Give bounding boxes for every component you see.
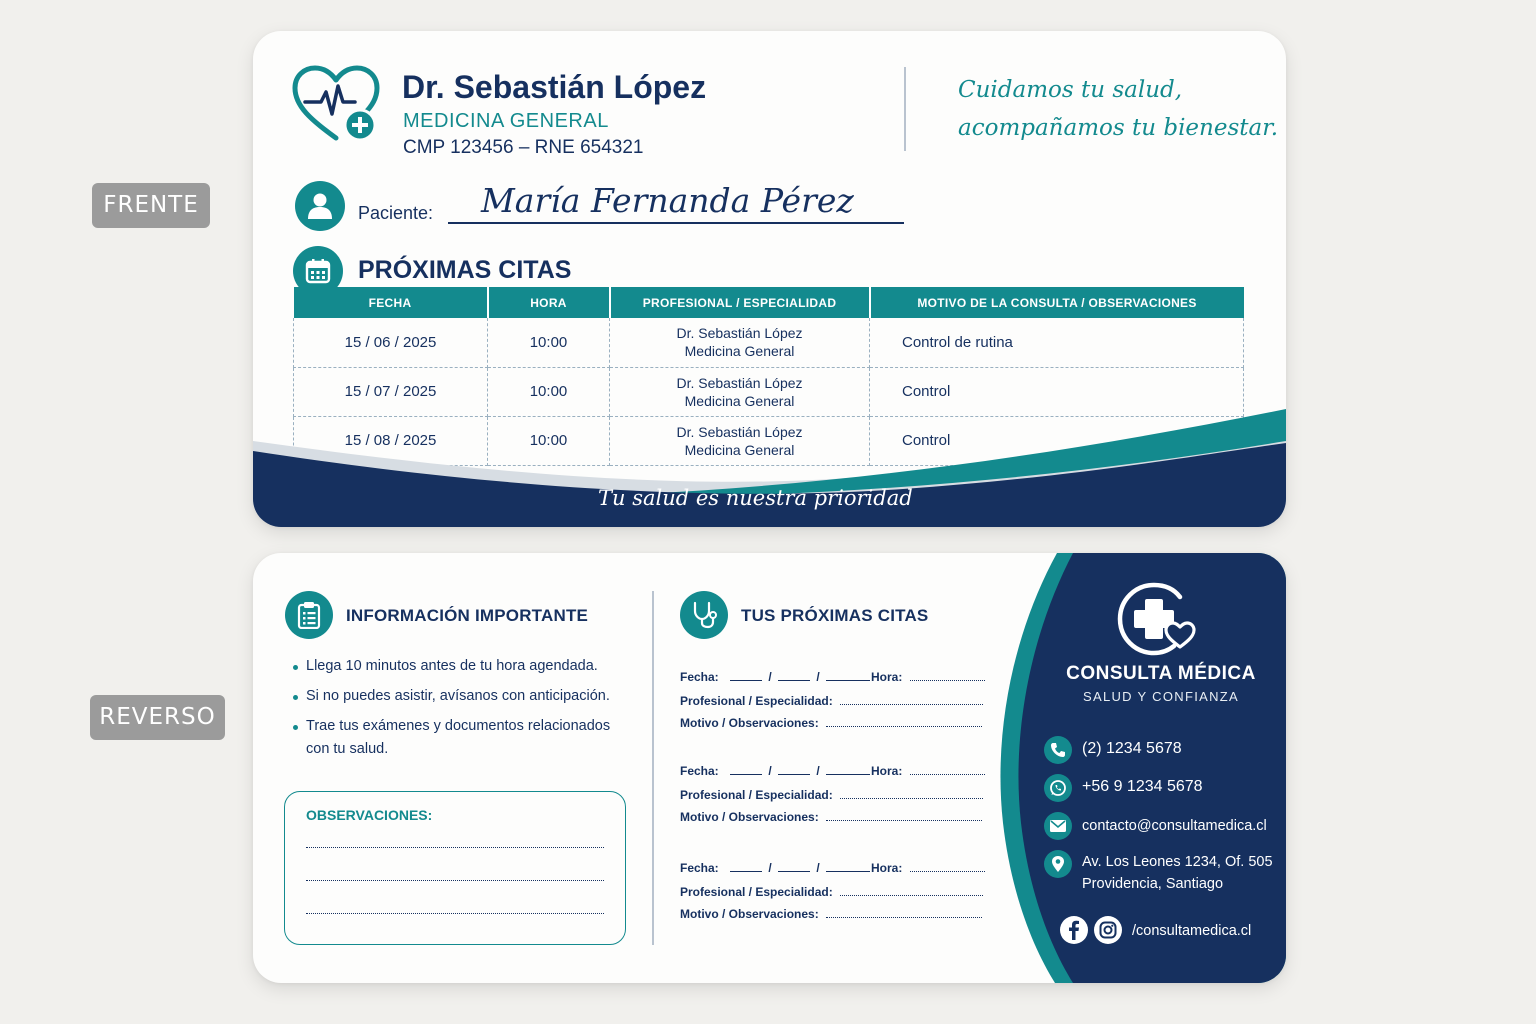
cell-hora: 10:00	[488, 367, 610, 416]
doctor-name: Dr. Sebastián López	[402, 69, 707, 105]
cell-motivo: Control	[870, 416, 1244, 465]
doctor-specialty: MEDICINA GENERAL	[403, 110, 609, 132]
form-date-row	[680, 670, 870, 684]
professional-label: Profesional / Especialidad:	[680, 694, 833, 708]
cell-fecha: 15 / 08 / 2025	[294, 416, 488, 465]
facebook-icon[interactable]	[1060, 916, 1088, 944]
cell-specialty: Medicina General	[684, 441, 795, 458]
form-time-row	[871, 670, 985, 684]
date-slash: /	[816, 670, 820, 684]
cell-doctor: Dr. Sebastián López	[676, 325, 803, 342]
patient-name: María Fernanda Pérez	[481, 181, 854, 220]
phone-icon	[1044, 736, 1072, 764]
cell-hora: 10:00	[488, 318, 610, 367]
doctor-registry: CMP 123456 – RNE 654321	[403, 137, 644, 158]
form-professional-row	[680, 885, 983, 899]
fecha-label: Fecha:	[680, 764, 719, 778]
cell-motivo: Control	[870, 367, 1244, 416]
observation-line	[306, 913, 604, 914]
back-divider	[652, 591, 654, 945]
address-line-1: Av. Los Leones 1234, Of. 505	[1082, 854, 1273, 870]
info-title: INFORMACIÓN IMPORTANTE	[346, 606, 589, 625]
cell-fecha: 15 / 06 / 2025	[294, 318, 488, 367]
professional-label: Profesional / Especialidad:	[680, 885, 833, 899]
form-professional-row	[680, 694, 983, 708]
address	[1082, 851, 1273, 895]
reason-label: Motivo / Observaciones:	[680, 716, 819, 730]
date-slash: /	[816, 764, 820, 778]
observations-title: OBSERVACIONES:	[306, 807, 433, 823]
hora-label: Hora:	[871, 861, 903, 875]
social-handle[interactable]: /consultamedica.cl	[1132, 923, 1252, 939]
address-line-2: Providencia, Santiago	[1082, 876, 1224, 892]
year-blank[interactable]	[826, 862, 870, 872]
header-hora: HORA	[488, 287, 610, 318]
month-blank[interactable]	[778, 765, 810, 775]
hora-label: Hora:	[871, 670, 903, 684]
tagline	[958, 71, 1278, 147]
professional-blank[interactable]	[840, 789, 983, 799]
date-slash: /	[768, 861, 772, 875]
reason-blank[interactable]	[826, 811, 982, 821]
cell-hora: 10:00	[488, 416, 610, 465]
reason-label: Motivo / Observaciones:	[680, 810, 819, 824]
tagline-line-1: Cuidamos tu salud,	[958, 77, 1183, 103]
brand-title: CONSULTA MÉDICA	[1066, 663, 1256, 684]
month-blank[interactable]	[778, 671, 810, 681]
appointment-card-front	[253, 31, 1286, 527]
header-profesional: PROFESIONAL / ESPECIALIDAD	[610, 287, 870, 318]
header-fecha: FECHA	[294, 287, 488, 318]
header-motivo: MOTIVO DE LA CONSULTA / OBSERVACIONES	[870, 287, 1244, 318]
appointments-title: PRÓXIMAS CITAS	[358, 256, 572, 284]
observation-line	[306, 880, 604, 881]
day-blank[interactable]	[730, 765, 762, 775]
cell-motivo: Control de rutina	[870, 318, 1244, 367]
time-blank[interactable]	[910, 671, 985, 681]
cell-specialty: Medicina General	[684, 392, 795, 409]
observation-line	[306, 847, 604, 848]
hora-label: Hora:	[871, 764, 903, 778]
phone-number[interactable]: (2) 1234 5678	[1082, 740, 1182, 757]
form-professional-row	[680, 788, 983, 802]
cell-specialty: Medicina General	[684, 343, 795, 360]
month-blank[interactable]	[778, 862, 810, 872]
brand-subtitle: SALUD Y CONFIANZA	[1083, 689, 1239, 704]
cell-fecha: 15 / 07 / 2025	[294, 367, 488, 416]
professional-blank[interactable]	[840, 695, 983, 705]
table-header-row	[294, 287, 1244, 318]
cell-profesional	[610, 318, 870, 367]
next-appointments-title: TUS PRÓXIMAS CITAS	[741, 606, 929, 625]
form-reason-row	[680, 716, 982, 730]
reason-label: Motivo / Observaciones:	[680, 907, 819, 921]
email-address[interactable]: contacto@consultamedica.cl	[1082, 818, 1267, 834]
table-row	[294, 318, 1244, 367]
header-divider	[904, 67, 906, 151]
reason-blank[interactable]	[826, 908, 982, 918]
professional-label: Profesional / Especialidad:	[680, 788, 833, 802]
fecha-label: Fecha:	[680, 861, 719, 875]
time-blank[interactable]	[910, 765, 985, 775]
observations-box	[284, 791, 626, 945]
form-time-row	[871, 861, 985, 875]
clipboard-icon	[285, 591, 333, 639]
list-item: Trae tus exámenes y documentos relacionados con tu salud.	[293, 715, 623, 761]
whatsapp-number[interactable]: +56 9 1234 5678	[1082, 778, 1203, 795]
list-item: Si no puedes asistir, avísanos con anticipación.	[293, 685, 623, 708]
appointment-card-back	[253, 553, 1286, 983]
form-date-row	[680, 861, 870, 875]
whatsapp-icon	[1044, 774, 1072, 802]
front-side-tag: FRENTE	[92, 183, 210, 228]
medical-cross-heart-icon	[1116, 581, 1196, 657]
professional-blank[interactable]	[840, 886, 983, 896]
fecha-label: Fecha:	[680, 670, 719, 684]
date-slash: /	[816, 861, 820, 875]
heart-pulse-icon	[291, 64, 383, 146]
year-blank[interactable]	[826, 765, 870, 775]
date-slash: /	[768, 670, 772, 684]
location-icon	[1044, 850, 1072, 878]
stethoscope-icon	[680, 591, 728, 639]
cell-doctor: Dr. Sebastián López	[676, 423, 803, 440]
list-item: Llega 10 minutos antes de tu hora agendada.	[293, 655, 623, 678]
year-blank[interactable]	[826, 671, 870, 681]
email-icon	[1044, 812, 1072, 840]
footer-slogan: Tu salud es nuestra prioridad	[598, 486, 913, 510]
form-time-row	[871, 764, 985, 778]
date-slash: /	[768, 764, 772, 778]
form-reason-row	[680, 810, 982, 824]
info-list	[293, 655, 623, 768]
tagline-line-2: acompañamos tu bienestar.	[958, 115, 1279, 141]
patient-icon	[295, 181, 345, 231]
time-blank[interactable]	[910, 862, 985, 872]
cell-doctor: Dr. Sebastián López	[676, 374, 803, 391]
form-reason-row	[680, 907, 982, 921]
form-date-row	[680, 764, 870, 778]
patient-underline	[448, 222, 904, 224]
back-side-tag: REVERSO	[90, 695, 225, 740]
instagram-icon[interactable]	[1094, 916, 1122, 944]
day-blank[interactable]	[730, 862, 762, 872]
day-blank[interactable]	[730, 671, 762, 681]
patient-label: Paciente:	[358, 203, 434, 223]
reason-blank[interactable]	[826, 717, 982, 727]
